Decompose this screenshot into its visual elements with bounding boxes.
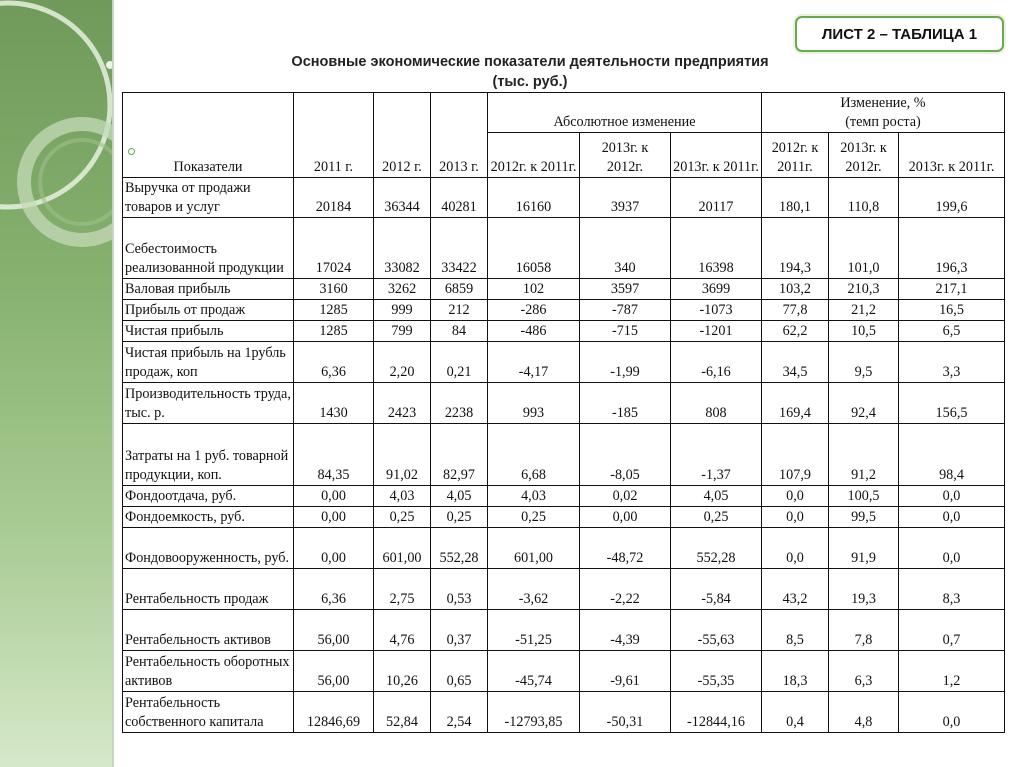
table-cell: 1285 [294, 321, 374, 342]
table-cell: 91,9 [829, 528, 899, 569]
table-cell: 3597 [580, 279, 671, 300]
row-label: Себестоимость реализованной продукции [123, 218, 294, 279]
table-cell: -12793,85 [488, 692, 580, 733]
table-cell: 10,5 [829, 321, 899, 342]
row-label: Валовая прибыль [123, 279, 294, 300]
table-cell: -55,63 [671, 610, 762, 651]
table-cell: 100,5 [829, 486, 899, 507]
table-cell: 110,8 [829, 178, 899, 218]
table-row [123, 383, 1005, 424]
table-cell: -185 [580, 383, 671, 424]
row-label: Чистая прибыль [123, 321, 294, 342]
table-cell: 552,28 [671, 528, 762, 569]
table-cell: 999 [374, 300, 431, 321]
title-line-1: Основные экономические показатели деятельности предприятия [291, 54, 769, 70]
table-cell: 0,25 [431, 507, 488, 528]
table-cell: -4,17 [488, 342, 580, 383]
table-cell: 56,00 [294, 651, 374, 692]
table-cell: 12846,69 [294, 692, 374, 733]
row-label: Прибыль от продаж [123, 300, 294, 321]
table-row [123, 342, 1005, 383]
table-cell: 0,7 [899, 610, 1005, 651]
table-body [123, 178, 1005, 733]
header-2011: 2011 г. [294, 93, 374, 178]
table-cell: 84,35 [294, 424, 374, 486]
table-row [123, 486, 1005, 507]
table-cell: 4,05 [671, 486, 762, 507]
table-cell: 98,4 [899, 424, 1005, 486]
table-row [123, 610, 1005, 651]
header-rate-change [762, 93, 1005, 133]
row-label: Фондовооруженность, руб. [123, 528, 294, 569]
table-cell: 552,28 [431, 528, 488, 569]
table-cell: 7,8 [829, 610, 899, 651]
table-cell: -48,72 [580, 528, 671, 569]
table-cell: -9,61 [580, 651, 671, 692]
table-cell: 6,36 [294, 569, 374, 610]
table-row [123, 528, 1005, 569]
table-cell: -787 [580, 300, 671, 321]
table-cell: 2238 [431, 383, 488, 424]
table-cell: 0,0 [899, 507, 1005, 528]
table-cell: 3160 [294, 279, 374, 300]
table-cell: -55,35 [671, 651, 762, 692]
table-cell: 0,4 [762, 692, 829, 733]
header-rate-line-1: Изменение, % [840, 95, 926, 111]
table-cell: 212 [431, 300, 488, 321]
table-cell: 6859 [431, 279, 488, 300]
table-cell: 52,84 [374, 692, 431, 733]
table-cell: -6,16 [671, 342, 762, 383]
table-cell: -715 [580, 321, 671, 342]
table-cell: 196,3 [899, 218, 1005, 279]
table-cell: 8,5 [762, 610, 829, 651]
table-cell: 3262 [374, 279, 431, 300]
table-cell: 0,00 [294, 486, 374, 507]
table-cell: 82,97 [431, 424, 488, 486]
table-cell: 40281 [431, 178, 488, 218]
table-cell: -45,74 [488, 651, 580, 692]
table-cell: 21,2 [829, 300, 899, 321]
table-cell: 180,1 [762, 178, 829, 218]
table-cell: -3,62 [488, 569, 580, 610]
table-row [123, 279, 1005, 300]
table-cell: 156,5 [899, 383, 1005, 424]
table-cell: -2,22 [580, 569, 671, 610]
table-cell: 2,54 [431, 692, 488, 733]
table-cell: 103,2 [762, 279, 829, 300]
header-rate-2013-2012: 2013г. к 2012г. [829, 133, 899, 178]
header-2012: 2012 г. [374, 93, 431, 178]
table-cell: 340 [580, 218, 671, 279]
table-cell: 102 [488, 279, 580, 300]
table-cell: 18,3 [762, 651, 829, 692]
table-cell: 56,00 [294, 610, 374, 651]
table-cell: 84 [431, 321, 488, 342]
table-cell: 91,2 [829, 424, 899, 486]
table-cell: -1,37 [671, 424, 762, 486]
row-label: Фондоемкость, руб. [123, 507, 294, 528]
table-cell: 9,5 [829, 342, 899, 383]
table-cell: 0,00 [580, 507, 671, 528]
row-label: Фондоотдача, руб. [123, 486, 294, 507]
table-cell: 16,5 [899, 300, 1005, 321]
row-label: Рентабельность оборотных активов [123, 651, 294, 692]
table-cell: 217,1 [899, 279, 1005, 300]
table-cell: 16398 [671, 218, 762, 279]
table-cell: 0,00 [294, 528, 374, 569]
table-cell: 34,5 [762, 342, 829, 383]
decorative-circles-graphic [0, 0, 112, 767]
table-cell: -5,84 [671, 569, 762, 610]
table-cell: 20184 [294, 178, 374, 218]
table-cell: 0,25 [671, 507, 762, 528]
table-row [123, 300, 1005, 321]
table-cell: 4,76 [374, 610, 431, 651]
table-cell: 1430 [294, 383, 374, 424]
table-row [123, 651, 1005, 692]
table-cell: -4,39 [580, 610, 671, 651]
table-cell: 33422 [431, 218, 488, 279]
table-cell: 0,0 [762, 486, 829, 507]
header-indicator: Показатели [123, 93, 294, 178]
row-label: Рентабельность активов [123, 610, 294, 651]
table-cell: 19,3 [829, 569, 899, 610]
table-cell: -12844,16 [671, 692, 762, 733]
table-cell: 4,03 [488, 486, 580, 507]
table-cell: 16160 [488, 178, 580, 218]
table-cell: 6,68 [488, 424, 580, 486]
table-cell: 0,0 [899, 528, 1005, 569]
row-label: Чистая прибыль на 1рубль продаж, коп [123, 342, 294, 383]
table-cell: 0,53 [431, 569, 488, 610]
table-cell: 101,0 [829, 218, 899, 279]
table-cell: 16058 [488, 218, 580, 279]
row-label: Рентабельность продаж [123, 569, 294, 610]
row-label: Производительность труда, тыс. р. [123, 383, 294, 424]
table-cell: 6,5 [899, 321, 1005, 342]
table-cell: 4,8 [829, 692, 899, 733]
header-abs-2013-2011: 2013г. к 2011г. [671, 133, 762, 178]
row-label: Рентабельность собственного капитала [123, 692, 294, 733]
header-rate-line-2: (темп роста) [845, 114, 921, 130]
table-cell: 92,4 [829, 383, 899, 424]
table-cell: 0,0 [899, 692, 1005, 733]
table-cell: 1,2 [899, 651, 1005, 692]
table-cell: 17024 [294, 218, 374, 279]
row-label: Затраты на 1 руб. товарной продукции, коп. [123, 424, 294, 486]
row-label: Выручка от продажи товаров и услуг [123, 178, 294, 218]
header-row-1 [123, 93, 1005, 133]
table-cell: 2,75 [374, 569, 431, 610]
table-row [123, 507, 1005, 528]
table-row [123, 178, 1005, 218]
table-cell: -1073 [671, 300, 762, 321]
header-2013: 2013 г. [431, 93, 488, 178]
sheet-label-badge: ЛИСТ 2 – ТАБЛИЦА 1 [795, 16, 1004, 52]
table-cell: 0,25 [488, 507, 580, 528]
decorative-sidebar [0, 0, 112, 767]
table-cell: 2423 [374, 383, 431, 424]
page-title [200, 52, 860, 92]
table-cell: -1,99 [580, 342, 671, 383]
table-cell: 0,02 [580, 486, 671, 507]
table-cell: 993 [488, 383, 580, 424]
title-line-2: (тыс. руб.) [492, 74, 568, 90]
table-cell: 0,65 [431, 651, 488, 692]
table-cell: 77,8 [762, 300, 829, 321]
table-cell: 169,4 [762, 383, 829, 424]
table-cell: 808 [671, 383, 762, 424]
header-abs-2013-2012: 2013г. к 2012г. [580, 133, 671, 178]
table-cell: 0,0 [762, 528, 829, 569]
table-cell: 43,2 [762, 569, 829, 610]
table-cell: 601,00 [374, 528, 431, 569]
table-cell: 6,3 [829, 651, 899, 692]
table-cell: 33082 [374, 218, 431, 279]
table-cell: 6,36 [294, 342, 374, 383]
table-row [123, 569, 1005, 610]
table-cell: 4,05 [431, 486, 488, 507]
table-cell: 62,2 [762, 321, 829, 342]
table-cell: 0,00 [294, 507, 374, 528]
header-absolute-change: Абсолютное изменение [488, 93, 762, 133]
table-cell: 3937 [580, 178, 671, 218]
table-cell: 99,5 [829, 507, 899, 528]
table-cell: 10,26 [374, 651, 431, 692]
table-cell: 0,25 [374, 507, 431, 528]
table-cell: -8,05 [580, 424, 671, 486]
table-cell: 199,6 [899, 178, 1005, 218]
table-cell: 0,21 [431, 342, 488, 383]
table-cell: 8,3 [899, 569, 1005, 610]
table-row [123, 424, 1005, 486]
table-cell: 36344 [374, 178, 431, 218]
table-cell: 3699 [671, 279, 762, 300]
table-cell: -1201 [671, 321, 762, 342]
table-cell: 0,0 [762, 507, 829, 528]
table-cell: 91,02 [374, 424, 431, 486]
table-cell: 107,9 [762, 424, 829, 486]
table-row [123, 321, 1005, 342]
table-row [123, 218, 1005, 279]
table-cell: -50,31 [580, 692, 671, 733]
table-cell: 2,20 [374, 342, 431, 383]
sidebar-divider [112, 0, 114, 767]
table-cell: 799 [374, 321, 431, 342]
table-row [123, 692, 1005, 733]
indicators-table [122, 92, 1005, 733]
table-cell: 194,3 [762, 218, 829, 279]
table-cell: -486 [488, 321, 580, 342]
table-cell: 1285 [294, 300, 374, 321]
table-cell: -286 [488, 300, 580, 321]
header-rate-2012-2011: 2012г. к 2011г. [762, 133, 829, 178]
header-rate-2013-2011: 2013г. к 2011г. [899, 133, 1005, 178]
table-cell: 210,3 [829, 279, 899, 300]
table-cell: -51,25 [488, 610, 580, 651]
header-abs-2012-2011: 2012г. к 2011г. [488, 133, 580, 178]
table-cell: 0,0 [899, 486, 1005, 507]
table-cell: 20117 [671, 178, 762, 218]
table-cell: 4,03 [374, 486, 431, 507]
table-cell: 601,00 [488, 528, 580, 569]
table-cell: 0,37 [431, 610, 488, 651]
table-cell: 3,3 [899, 342, 1005, 383]
